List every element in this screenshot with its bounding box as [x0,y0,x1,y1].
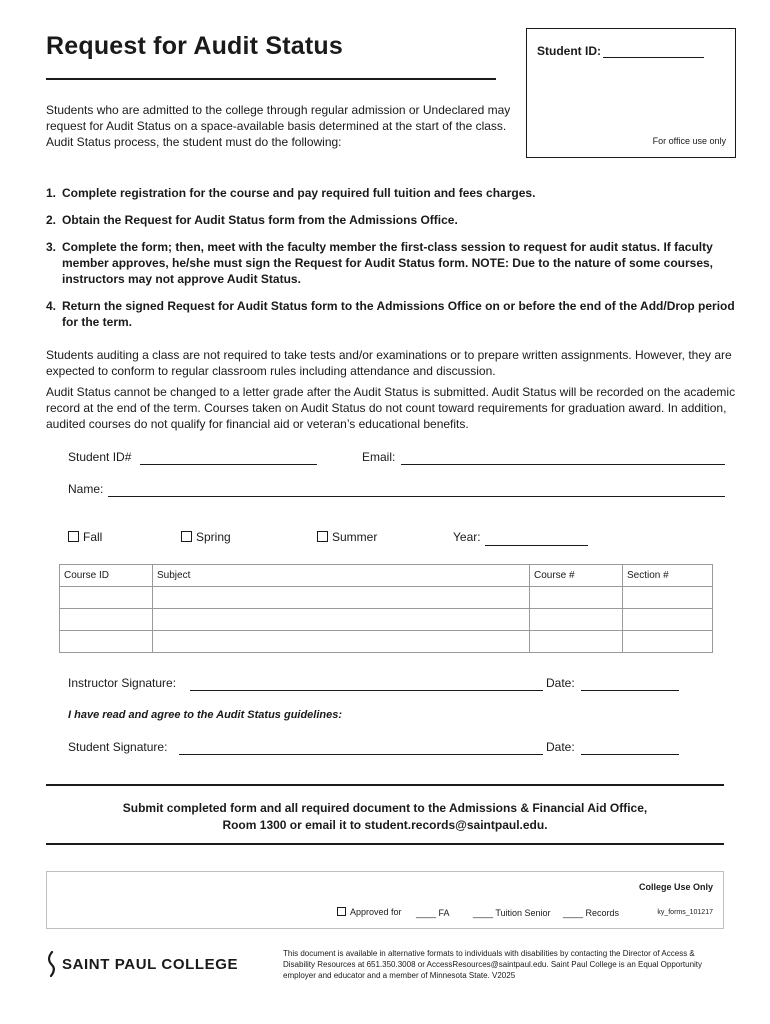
col-course-number: Course # [530,565,623,587]
name-field[interactable] [108,496,725,497]
instructor-date-field[interactable] [581,690,679,691]
submit-bottom-rule [46,843,724,845]
office-student-id-field[interactable] [603,45,704,58]
step-item [46,239,736,287]
step-item [46,212,736,228]
office-student-id-label: Student ID: [537,44,601,58]
spring-label: Spring [196,530,231,544]
approved-label: Approved for [350,907,402,917]
approved-checkbox[interactable] [337,907,402,917]
student-date-field[interactable] [581,754,679,755]
student-date-label: Date: [546,740,575,754]
submit-line-1: Submit completed form and all required document to the Admissions & Financial Aid Office, [122,801,648,815]
checkbox-icon [337,907,346,916]
form-code: ky_forms_101217 [657,909,713,916]
steps-list [46,185,736,341]
agreement-text: I have read and agree to the Audit Status guidelines: [68,709,343,721]
table-cell[interactable] [153,609,530,631]
step-number: 2. [46,213,57,227]
step-number: 3. [46,240,57,254]
name-label: Name: [68,482,104,496]
records-field[interactable]: ____ Records [563,908,620,918]
office-use-box [526,28,736,158]
table-cell[interactable] [623,609,713,631]
table-cell[interactable] [530,587,623,609]
course-table [59,564,713,653]
submit-instructions [46,800,724,834]
table-cell[interactable] [530,609,623,631]
step-number: 4. [46,299,57,313]
step-text: Obtain the Request for Audit Status form from the Admissions Office. [62,213,458,227]
step-text: Complete registration for the course and pay required full tuition and fees charges. [62,186,536,200]
summer-label: Summer [332,530,378,544]
flame-logo-icon [46,951,58,977]
summer-checkbox[interactable] [317,530,377,544]
table-cell[interactable] [60,609,153,631]
spring-checkbox[interactable] [181,530,231,544]
step-item [46,298,736,330]
table-cell[interactable] [623,587,713,609]
step-text: Complete the form; then, meet with the faculty member the first-class session to request for audit status. If faculty member approves, he/she must sign the Request for Audit Status form. NOTE: Due to the nature of some courses, instructors may not approve Audit Status. [62,240,713,286]
title-divider [46,78,496,80]
instructor-date-label: Date: [546,676,575,690]
submit-top-rule [46,784,724,786]
fa-field[interactable]: ____ FA [416,908,450,918]
college-use-box [46,871,724,929]
step-text: Return the signed Request for Audit Status form to the Admissions Office on or before the end of the Add/Drop period for the term. [62,299,735,329]
checkbox-icon [317,531,328,542]
office-student-id [537,44,704,58]
col-section-number: Section # [623,565,713,587]
instructor-signature-field[interactable] [190,690,543,691]
table-cell[interactable] [60,631,153,653]
fall-checkbox[interactable] [68,530,102,544]
col-course-id: Course ID [60,565,153,587]
table-cell[interactable] [530,631,623,653]
submit-line-2: Room 1300 or email it to student.records@saintpaul.edu. [222,818,548,832]
grade-paragraph: Audit Status cannot be changed to a letter grade after the Audit Status is submitted. Audit Status will be recorded on the academic record at the end of the term. Courses taken on Audit Status do not count toward requirements for graduation award. In addition, audited courses do not qualify for financial aid or veteran’s educational benefits. [46,385,736,431]
checkbox-icon [181,531,192,542]
office-use-note: For office use only [652,136,726,146]
checkbox-icon [68,531,79,542]
fall-label: Fall [83,530,103,544]
year-field[interactable] [485,545,588,546]
student-id-field[interactable] [140,464,317,465]
student-signature-field[interactable] [179,754,543,755]
table-row [60,587,713,609]
college-logo [46,951,238,977]
email-field[interactable] [401,464,725,465]
table-row [60,609,713,631]
intro-text: Students who are admitted to the college through regular admission or Undeclared may request for Audit Status on a space-available basis determined at the start of the class. Audit Status process, the student must do the following: [46,103,511,149]
footer-text: This document is available in alternative formats to individuals with disabilities by contacting the Director of Access & Disability Resources at 651.350.3008 or AccessResources@saintpaul.edu. Saint Paul College is an Equal Opportunity employer and educator and a member of Minnesota State. V2025 [283,949,703,980]
tuition-senior-field[interactable]: ____ Tuition Senior [473,908,551,918]
table-row [60,631,713,653]
step-item [46,185,736,201]
instructor-signature-label: Instructor Signature: [68,676,177,690]
step-number: 1. [46,186,57,200]
table-cell[interactable] [153,631,530,653]
col-subject: Subject [153,565,530,587]
page-title: Request for Audit Status [46,32,343,60]
table-cell[interactable] [60,587,153,609]
email-label: Email: [362,450,396,464]
student-signature-label: Student Signature: [68,740,168,754]
table-cell[interactable] [153,587,530,609]
tests-paragraph: Students auditing a class are not required to take tests and/or examinations or to prepare written assignments. However, they are expected to conform to regular classroom rules including attendance and discussion. [46,348,732,378]
student-id-label: Student ID# [68,450,132,464]
college-use-title: College Use Only [638,882,713,892]
table-header-row [60,565,713,587]
year-label: Year: [453,530,481,544]
table-cell[interactable] [623,631,713,653]
college-logo-text: SAINT PAUL COLLEGE [62,956,239,973]
